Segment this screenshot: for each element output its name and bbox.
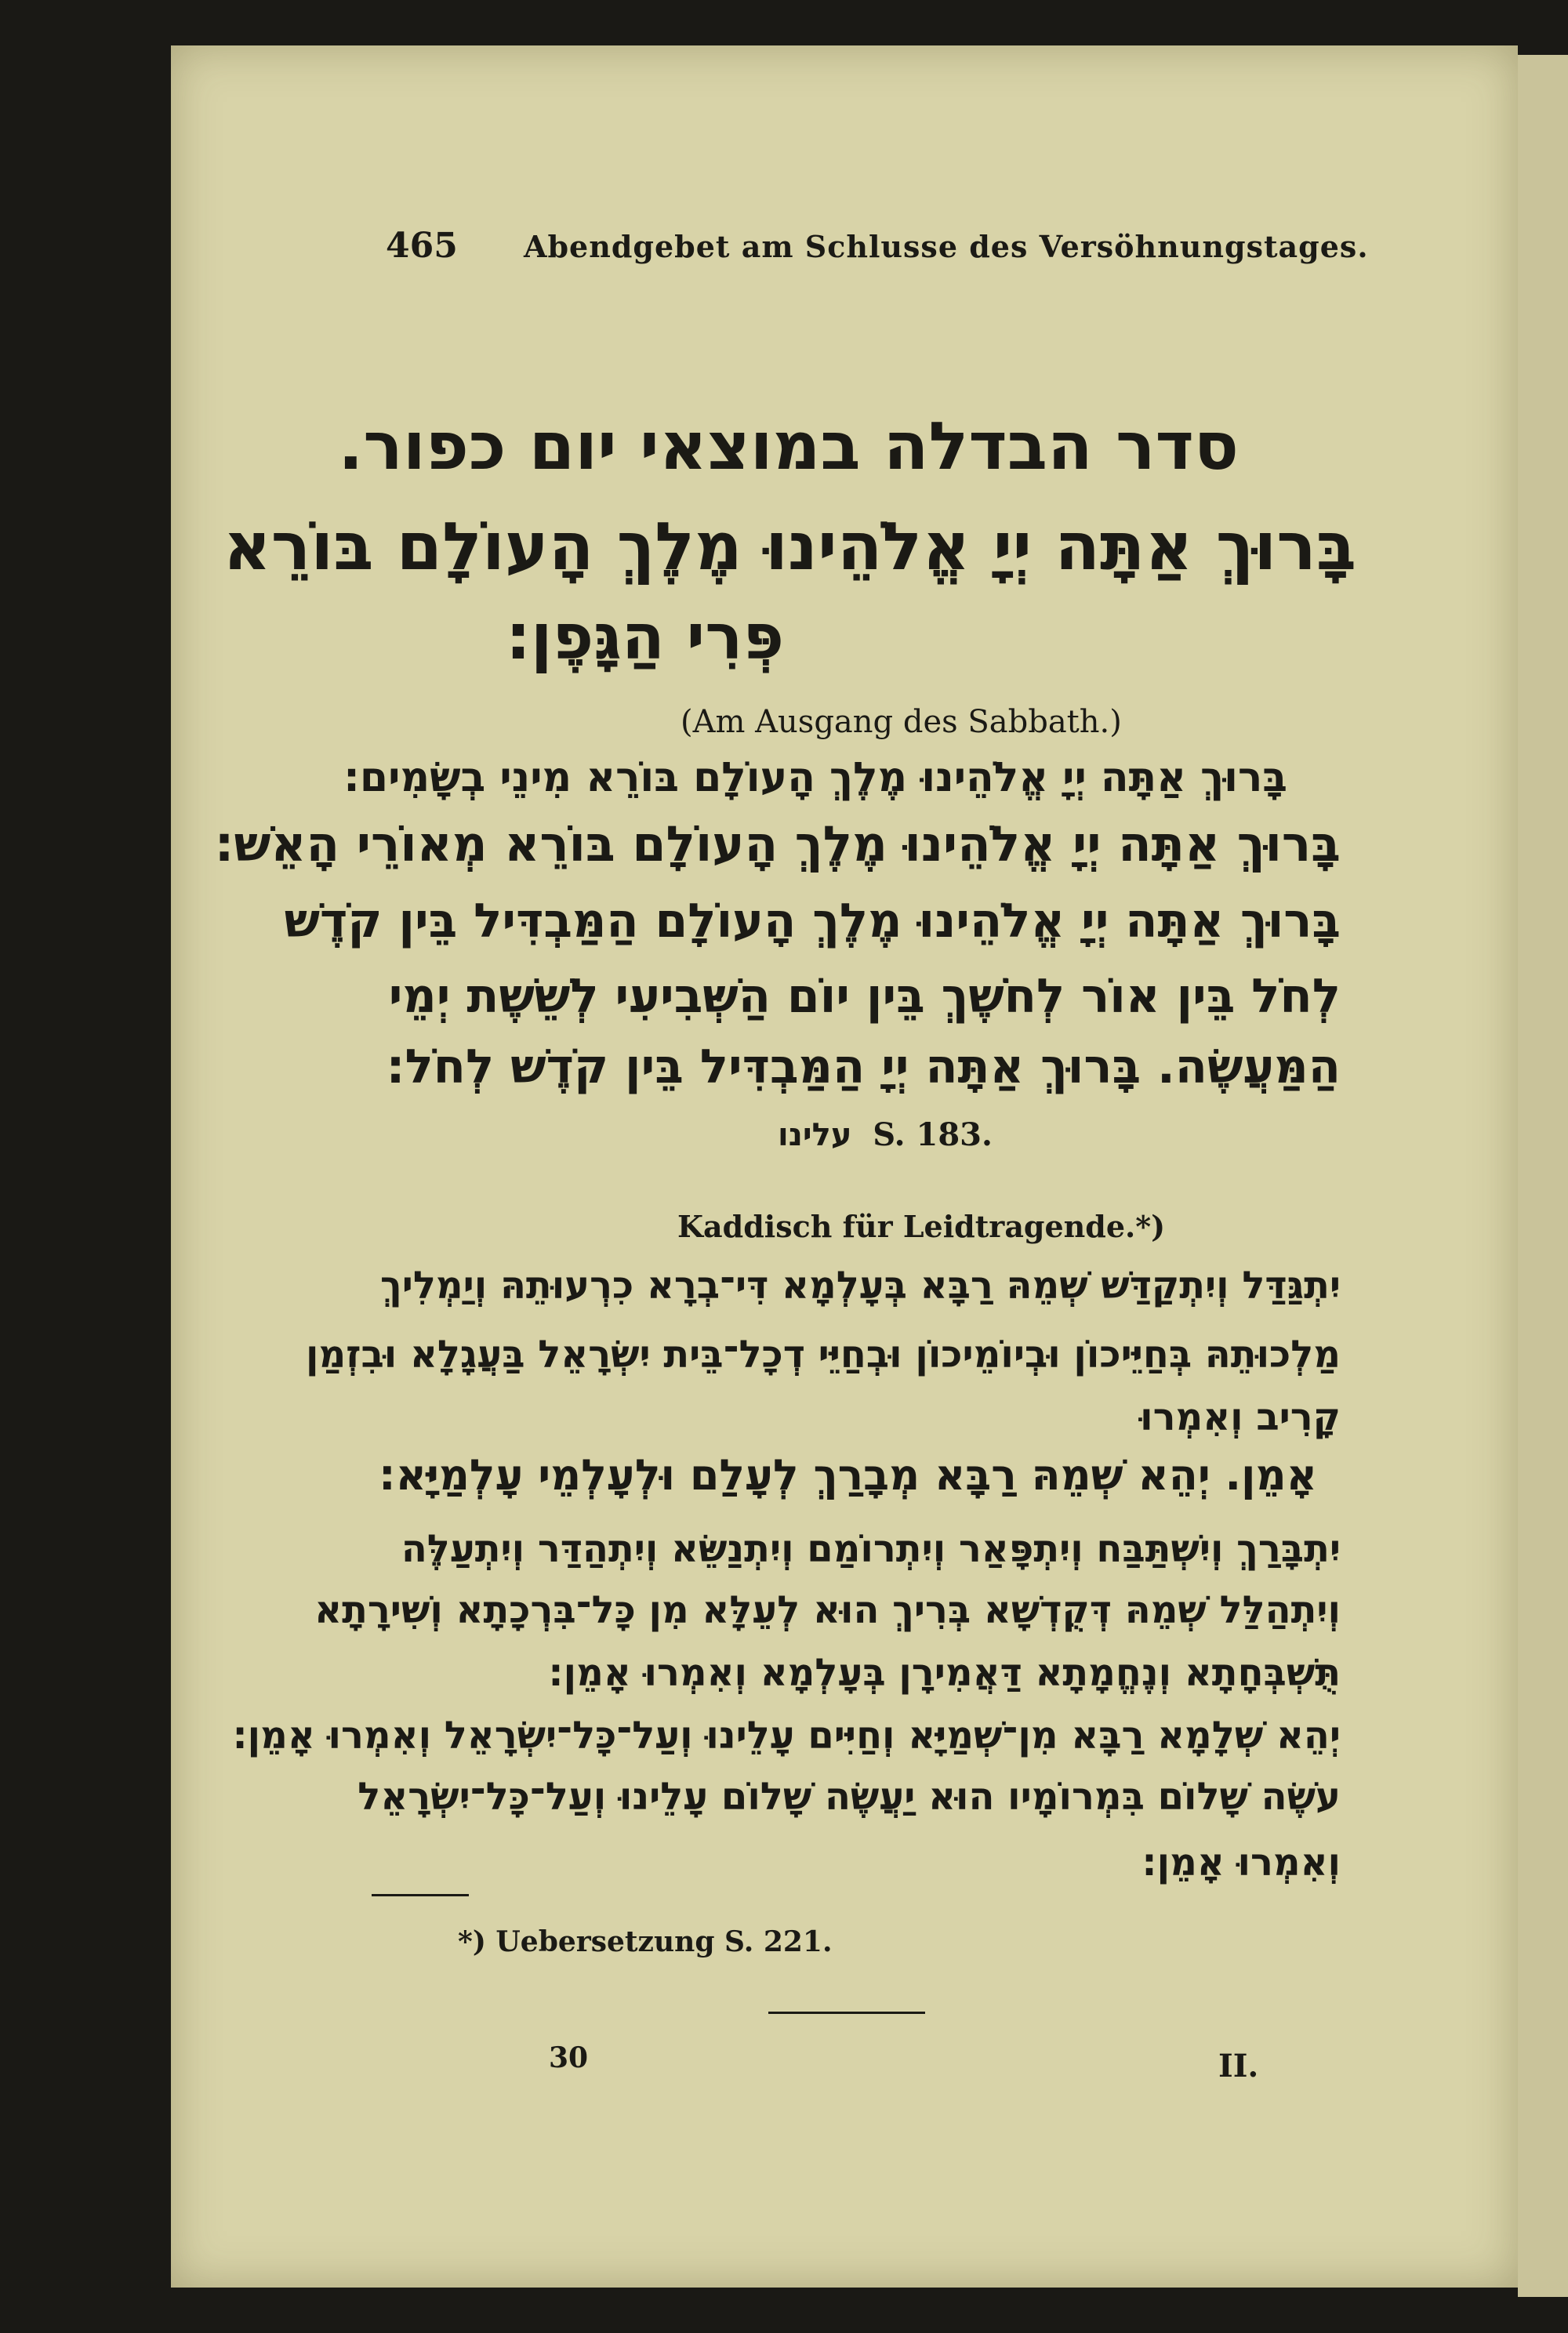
kaddish-line-1: יִתְגַּדַּל וְיִתְקַדַּשׁ שְׁמֵהּ רַבָּא בְּעָלְמָא דִּי־בְרָא כִרְעוּתֵהּ וְיַמְלִיךְ	[379, 1264, 1341, 1308]
kaddish-line-7: תֻּשְׁבְּחָתָא וְנֶחֱמָתָא דַּאֲמִירָן בְּעָלְמָא וְאִמְרוּ אָמֵן:	[548, 1651, 1341, 1695]
section-title: סדר הבדלה במוצאי יום כפור.	[338, 408, 1239, 484]
kaddish-heading: Kaddisch für Leidtragende.*)	[677, 1209, 1166, 1244]
volume-mark: II.	[1218, 2048, 1259, 2084]
kaddish-line-8: יְהֵא שְׁלָמָא רַבָּא מִן־שְׁמַיָּא וְחַיִּים עָלֵינוּ וְעַל־כָּל־יִשְׂרָאֵל וְאִמְרוּ אָמֵן:	[232, 1714, 1341, 1758]
havdalah-line-1: בָּרוּךְ אַתָּה יְיָ אֱלֹהֵינוּ מֶלֶךְ הָעוֹלָם הַמַּבְדִּיל בֵּין קֹדֶשׁ	[284, 894, 1341, 949]
adjacent-page-edge	[1518, 55, 1568, 2297]
page-number: 465	[386, 226, 458, 266]
spices-blessing: בָּרוּךְ אַתָּה יְיָ אֱלֹהֵינוּ מֶלֶךְ הָעוֹלָם בּוֹרֵא מִינֵי בְשָׂמִים:	[343, 754, 1287, 801]
aleinu-reference	[778, 1116, 993, 1153]
running-title: Abendgebet am Schlusse des Versöhnungstages.	[524, 229, 1369, 264]
kaddish-line-3: קָרִיב וְאִמְרוּ	[1140, 1395, 1341, 1439]
aleinu-page: S. 183.	[873, 1116, 993, 1153]
kaddish-line-10: וְאִמְרוּ אָמֵן:	[1142, 1841, 1341, 1885]
kaddish-line-5: יִתְבָּרַךְ וְיִשְׁתַּבַּח וְיִתְפָּאַר וְיִתְרוֹמַם וְיִתְנַשֵּׂא וְיִתְהַדַּר וְיִתְעַלֶּה	[401, 1527, 1341, 1571]
signature-mark: 30	[549, 2041, 589, 2074]
footnote-rule	[372, 1894, 469, 1896]
kaddish-line-6: וְיִתְהַלַּל שְׁמֵהּ דְּקֻדְשָׁא בְּרִיךְ הוּא לְעֵלָּא מִן כָּל־בִּרְכָתָא וְשִׁירָתָא	[314, 1588, 1341, 1632]
book-page	[171, 45, 1518, 2288]
footnote: *) Uebersetzung S. 221.	[458, 1925, 833, 1958]
wine-blessing-line-2: פְּרִי הַגָּפֶן:	[506, 600, 784, 673]
kaddish-line-2: מַלְכוּתֵהּ בְּחַיֵּיכוֹן וּבְיוֹמֵיכוֹן וּבְחַיֵּי דְכָל־בֵּית יִשְׂרָאֵל בַּעֲגָלָא וּבִזְמַן	[306, 1333, 1341, 1377]
havdalah-line-2: לְחֹל בֵּין אוֹר לְחֹשֶׁךְ בֵּין יוֹם הַשְּׁבִיעִי לְשֵׁשֶׁת יְמֵי	[388, 969, 1341, 1024]
wine-blessing-line-1: בָּרוּךְ אַתָּה יְיָ אֱלֹהֵינוּ מֶלֶךְ הָעוֹלָם בּוֹרֵא	[223, 508, 1356, 585]
fire-blessing: בָּרוּךְ אַתָּה יְיָ אֱלֹהֵינוּ מֶלֶךְ הָעוֹלָם בּוֹרֵא מְאוֹרֵי הָאֵשׁ:	[214, 815, 1341, 873]
closing-rule	[768, 2012, 925, 2014]
kaddish-line-4: אָמֵן. יְהֵא שְׁמֵהּ רַבָּא מְבָרַךְ לְעָלַם וּלְעָלְמֵי עָלְמַיָּא:	[379, 1450, 1317, 1500]
sabbath-note: (Am Ausgang des Sabbath.)	[681, 704, 1122, 740]
havdalah-line-3: הַמַּעֲשֶׂה. בָּרוּךְ אַתָּה יְיָ הַמַּבְדִּיל בֵּין קֹדֶשׁ לְחֹל:	[386, 1040, 1341, 1094]
aleinu-hebrew: עלינו	[778, 1117, 852, 1153]
kaddish-line-9: עֹשֶׂה שָׁלוֹם בִּמְרוֹמָיו הוּא יַעֲשֶׂה שָׁלוֹם עָלֵינוּ וְעַל־כָּל־יִשְׂרָאֵל	[358, 1775, 1341, 1819]
